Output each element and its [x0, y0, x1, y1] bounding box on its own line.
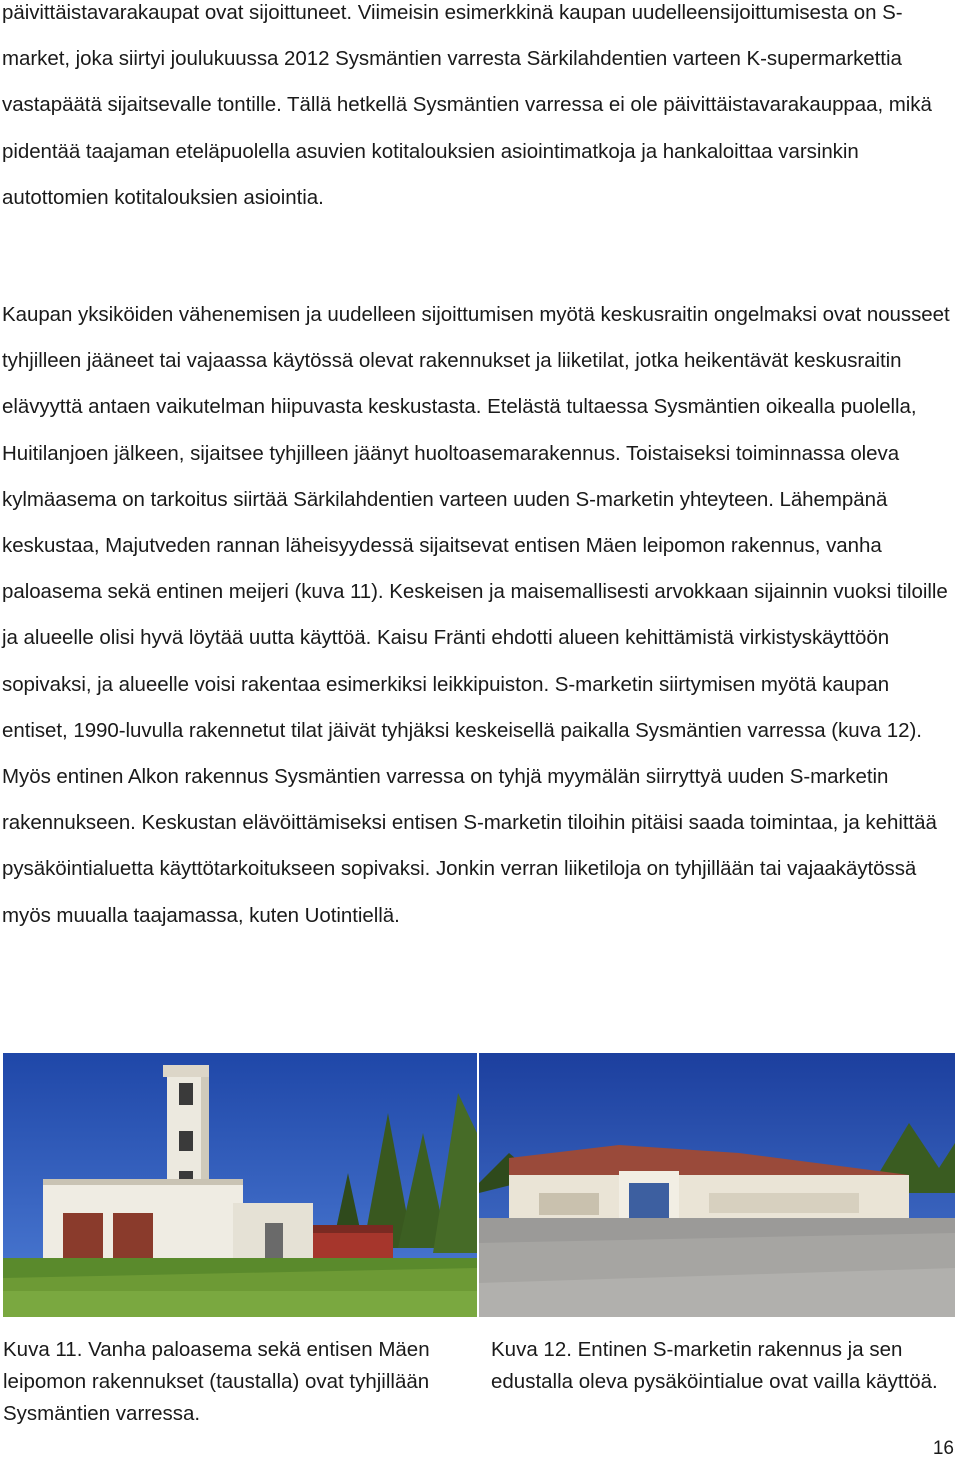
body-paragraph-2: Kaupan yksiköiden vähenemisen ja uudelleen sijoittumisen myötä keskusraitin ongelmaksi ovat nousseet tyhjilleen jääneet tai vajaassa käytössä olevat rakennukset ja liiketilat, jotka heikentävät keskusraitin elävyyttä antaen vaikutelman hiipuvasta keskustasta. Etelästä tultaessa Sysmäntien oikealla puolella, Huitilanjoen jälkeen, sijaitsee tyhjilleen jäänyt huoltoasemarakennus. Toistaiseksi toiminnassa oleva kylmäasema on tarkoitus siirtää Särkilahdentien varteen uuden S-marketin yhteyteen. Lähempänä keskustaa, Majutveden rannan läheisyydessä sijaitsevat entisen Mäen leipomon rakennus, vanha paloasema sekä entinen meijeri (kuva 11). Keskeisen ja maisemallisesti arvokkaan sijainnin vuoksi tiloille ja alueelle olisi hyvä löytää uutta käyttöä. Kaisu Fränti ehdotti alueen kehittämistä virkistyskäyttöön sopivaksi, ja alueelle voisi rakentaa esimerkiksi leikkipuiston. S-marketin siirtymisen myötä kaupan entiset, 1990-luvulla rakennetut tilat jäivät tyhjäksi keskeisellä paikalla Sysmäntien varressa (kuva 12). Myös entinen Alkon rakennus Sysmäntien varressa on tyhjä myymälän siirryttyä uuden S-marketin rakennukseen. Keskustan elävöittämiseksi entisen S-marketin tiloihin pitäisi saada toimintaa, ja kehittää pysäköintialuetta käyttötarkoitukseen sopivaksi. Jonkin verran liiketiloja on tyhjillään tai vajaakäytössä myös muualla taajamassa, kuten Uotintiellä. [2, 303, 950, 927]
photo-fire-station [3, 1053, 477, 1317]
page-number: 16 [932, 1438, 954, 1459]
figure-caption-12: Kuva 12. Entinen S-marketin rakennus ja sen edustalla oleva pysäköintialue ovat vailla käyttöä. [491, 1338, 938, 1393]
figure-caption-11: Kuva 11. Vanha paloasema sekä entisen Mäen leipomon rakennukset (taustalla) ovat tyhjillään Sysmäntien varressa. [3, 1338, 430, 1425]
body-paragraph-1: päivittäistavarakaupat ovat sijoittuneet. Viimeisin esimerkkinä kaupan uudelleensijoittumisesta on S-market, joka siirtyi joulukuussa 2012 Sysmäntien varresta Särkilahdentien varteen K-supermarkettia vastapäätä sijaitsevalle tontille. Tällä hetkellä Sysmäntien varressa ei ole päivittäistavarakauppaa, mikä pidentää taajaman eteläpuolella asuvien kotitalouksien asiointimatkoja ja hankaloittaa varsinkin autottomien kotitalouksien asiointia. [2, 1, 932, 209]
photo-former-s-market [479, 1053, 955, 1317]
